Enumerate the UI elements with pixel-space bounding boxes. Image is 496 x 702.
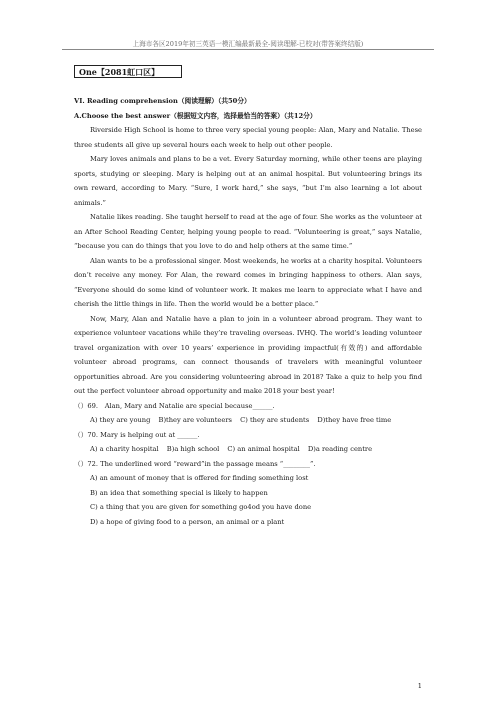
question-72-stem: （）72. The underlined word “reward”in the passage means “________”. bbox=[74, 459, 316, 468]
page-header: 上海市各区2019年初三英语一模汇编最新最全-阅读理解-已校对(带答案终结版) bbox=[132, 40, 364, 48]
q70-option-a: A) a charity hospital bbox=[90, 445, 159, 453]
paragraph-3: Natalie likes reading. She taught herself to read at the age of four. She works as the volunteer at an After School Reading Center, helping young people to read. “Volunteering is great,” says Natalie, “because you can do things that you love to do and help others at the same time.” bbox=[74, 213, 422, 250]
document-body bbox=[74, 94, 422, 529]
q69-option-d: D)they have free time bbox=[317, 416, 392, 424]
q72-option-c: C) a thing that you are given for something go4od you have done bbox=[90, 503, 312, 511]
question-70-stem: （）70. Mary is helping out at ______. bbox=[74, 430, 200, 439]
q72-option-d: D) a hope of giving food to a person, an animal or a plant bbox=[90, 517, 285, 526]
q72-option-a: A) an amount of money that is offered for finding something lost bbox=[90, 474, 309, 482]
q70-option-b: B)a high school bbox=[166, 445, 220, 453]
question-70-options bbox=[74, 442, 422, 457]
q69-option-c: C) they are students bbox=[240, 416, 310, 424]
question-69-options bbox=[74, 413, 422, 428]
question-69-stem: （）69. Alan, Mary and Natalie are special because______. bbox=[74, 401, 275, 410]
section-label-box: One【2081虹口区】 bbox=[74, 65, 182, 78]
paragraph-1: Riverside High School is home to three very special young people: Alan, Mary and Natalie. These three students all give up several hours each week to help out other people. bbox=[74, 126, 422, 149]
q72-option-b: B) an idea that something special is likely to happen bbox=[90, 488, 268, 497]
header-rule bbox=[62, 49, 434, 50]
paragraph-2: Mary loves animals and plans to be a vet. Every Saturday morning, while other teens are playing sports, studying or sleeping. Mary is helping out at an animal hospital. But volunteering brings its own reward, according to Mary. “Sure, I work hard,” she says, “but I’m also learning a lot about animals.” bbox=[74, 155, 422, 207]
q70-option-d: D)a reading centre bbox=[307, 445, 373, 453]
q70-option-c: C) an animal hospital bbox=[227, 445, 300, 453]
q69-option-b: B)they are volunteers bbox=[158, 416, 232, 424]
part-a-heading: A.Choose the best answer（根据短文内容，选择最恰当的答案）（共12分） bbox=[74, 111, 317, 120]
paragraph-4: Alan wants to be a professional singer. Most weekends, he works at a charity hospital. Volunteers don’t receive any money. For Alan, the reward comes in bringing happiness to others. Alan says, “Everyone should do some kind of volunteer work. It makes me learn to appreciate what I have and cherish the little things in life. Then the world would be a better place.” bbox=[74, 256, 422, 308]
page-number: 1 bbox=[417, 682, 422, 690]
section-heading: VI. Reading comprehension（阅读理解）（共50分） bbox=[74, 97, 251, 105]
q69-option-a: A) they are young bbox=[90, 416, 151, 424]
paragraph-5: Now, Mary, Alan and Natalie have a plan to join in a volunteer abroad program. They want to experience volunteer vacations while they’re traveling overseas. IVHQ. The world’s leading volunteer travel organization with over 10 years’ experience in providing impactful(有效的) and affordable volunteer abroad programs, can connect thousands of travelers with meaningful volunteer opportunities abroad. Are you considering volunteering abroad in 2018? Take a quiz to help you find out the perfect volunteer abroad opportunity and make 2018 your best year! bbox=[74, 314, 422, 395]
